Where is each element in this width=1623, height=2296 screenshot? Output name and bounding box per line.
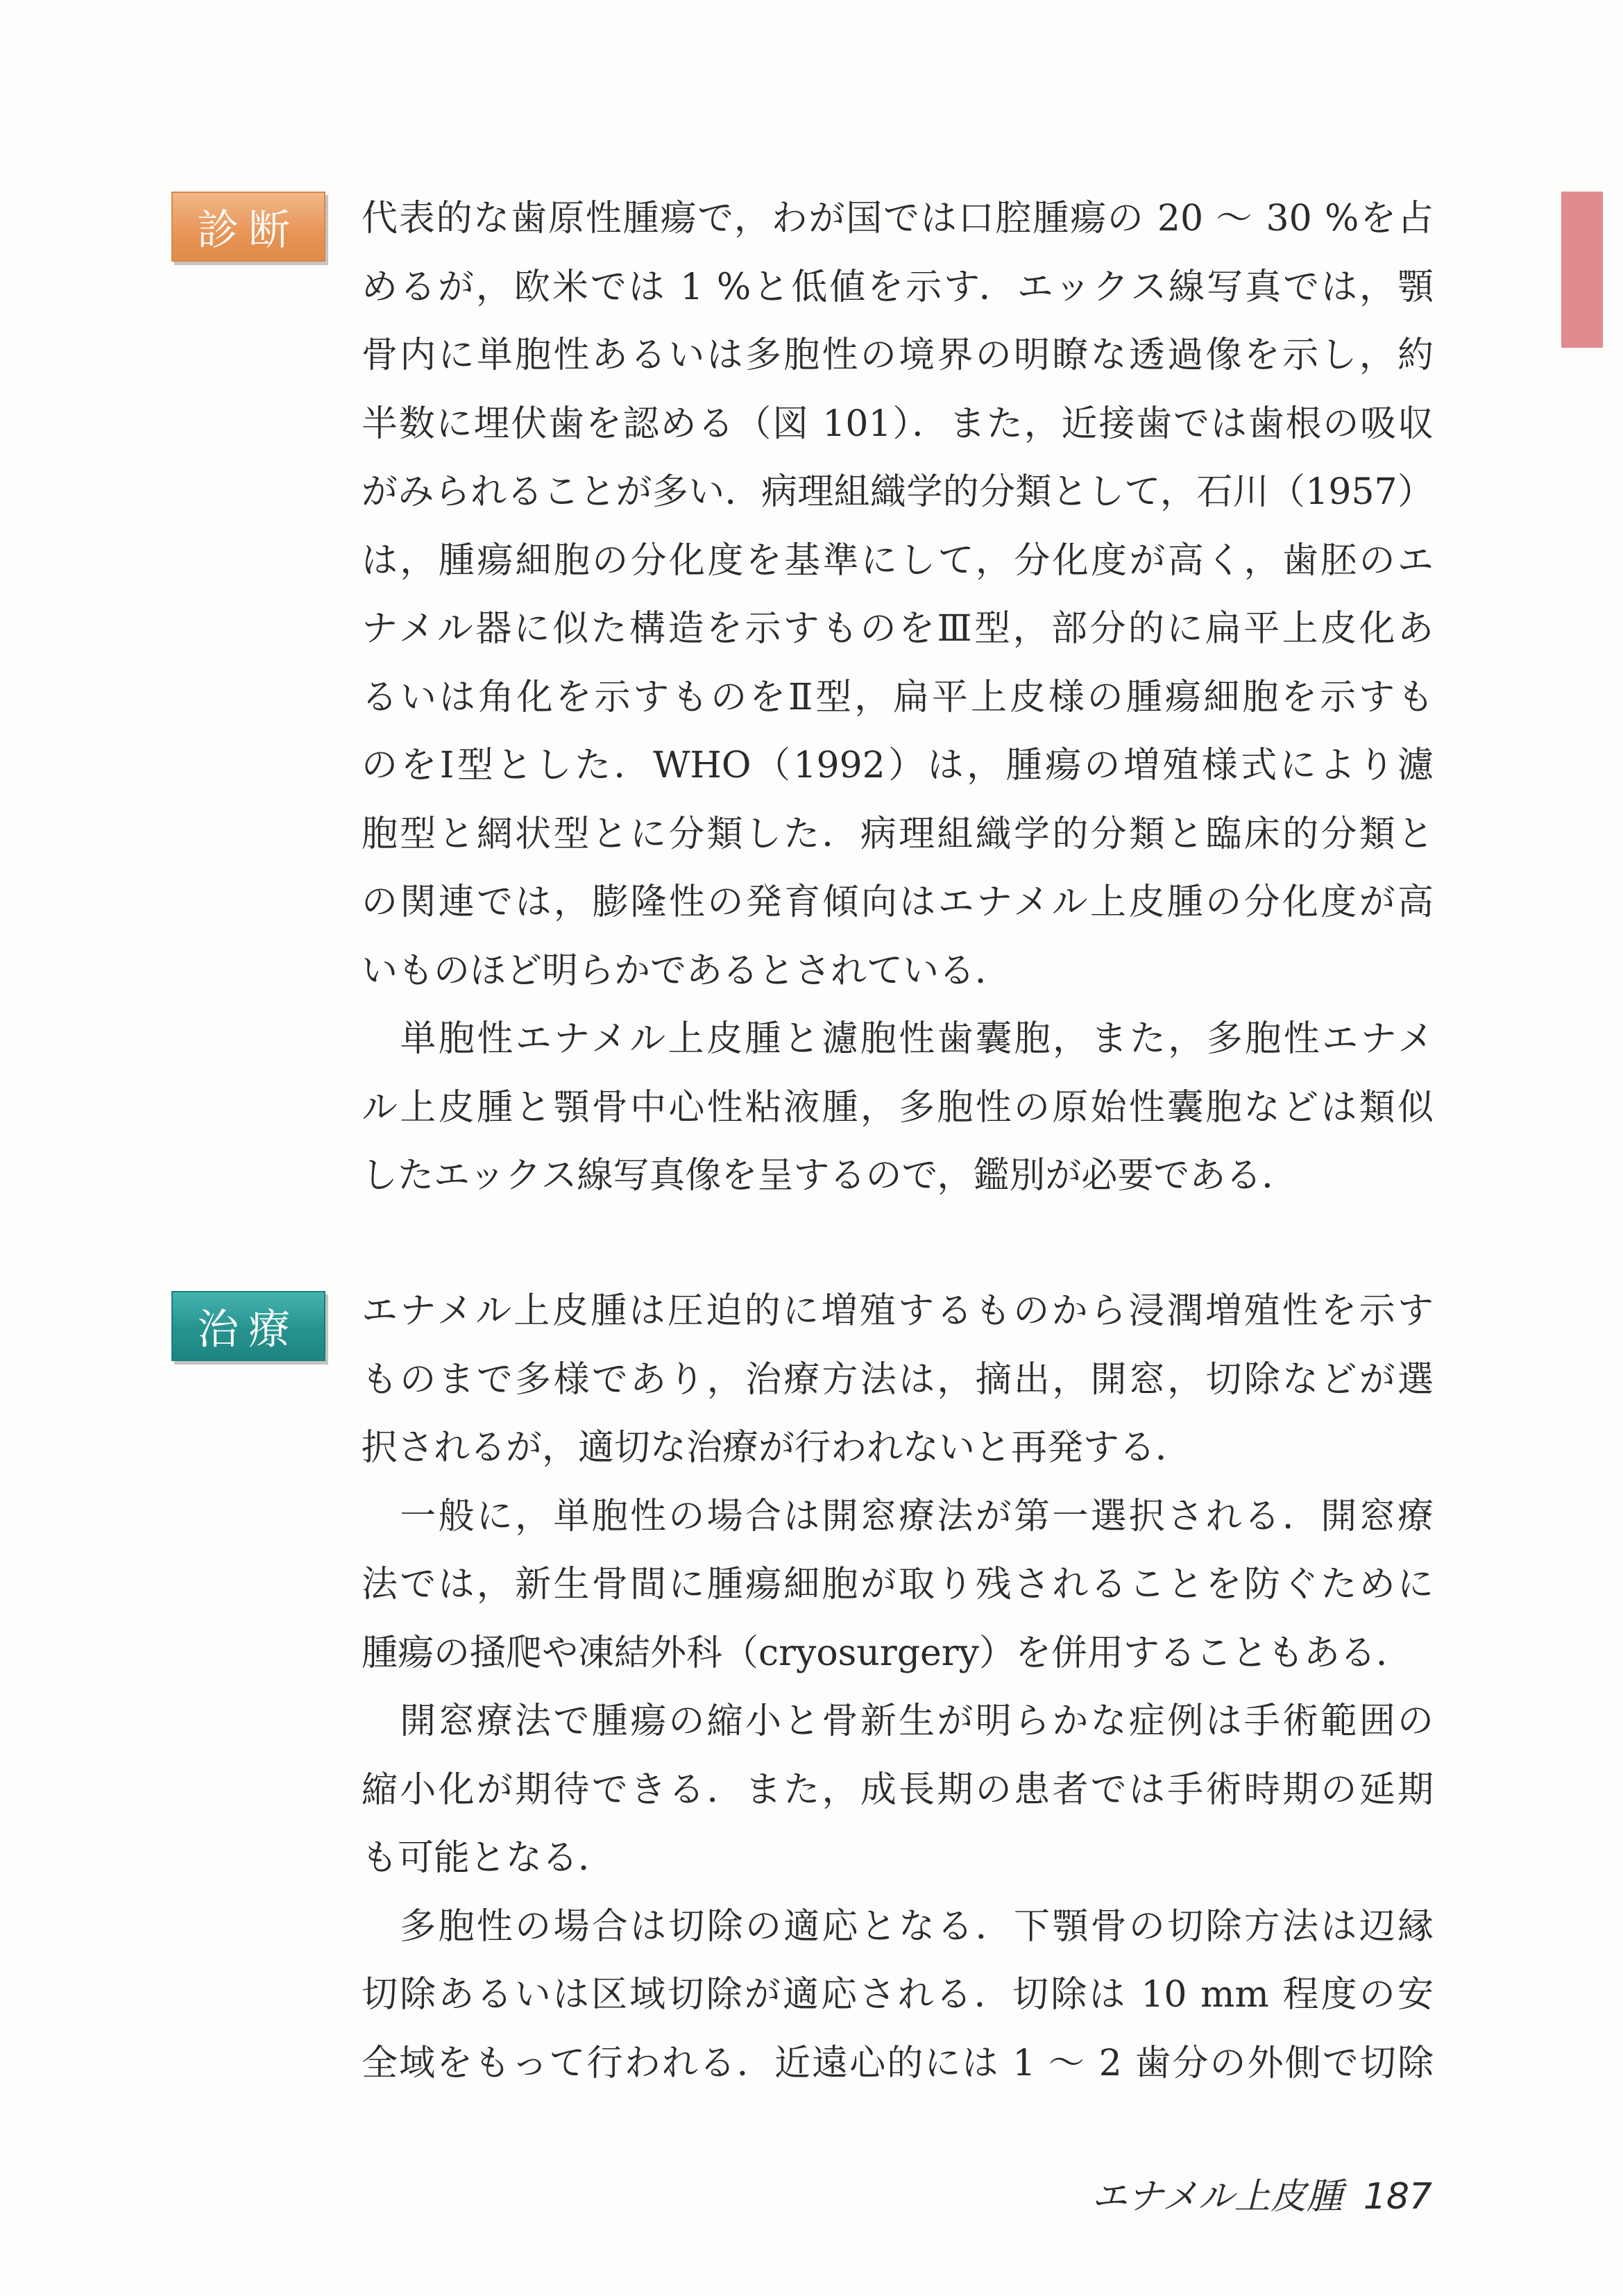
treatment-body <box>362 1277 1434 2097</box>
footer-chapter-title: エナメル上皮腫 <box>1091 2176 1343 2218</box>
diagnosis-line: したエックス線写真像を呈するので，鑑別が必要である． <box>362 1155 1298 1197</box>
treatment-line: エナメル上皮腫は圧迫的に増殖するものから浸潤増殖性を示す <box>362 1290 1434 1332</box>
diagnosis-line: めるが，欧米では 1 %と低値を示す．エックス線写真では，顎 <box>362 266 1434 308</box>
treatment-line: 全域をもって行われる．近遠心的には 1 〜 2 歯分の外側で切除 <box>362 2042 1434 2084</box>
treatment-line: 縮小化が期待できる．また，成長期の患者では手術時期の延期 <box>362 1769 1434 1811</box>
diagnosis-line: は，腫瘍細胞の分化度を基準にして，分化度が高く，歯胚のエ <box>362 539 1434 582</box>
diagnosis-line: いものほど明らかであるとされている． <box>362 949 1012 992</box>
treatment-line: 切除あるいは区域切除が適応される．切除は 10 mm 程度の安 <box>362 1974 1434 2016</box>
treatment-line: 腫瘍の掻爬や凍結外科（cryosurgery）を併用することもある． <box>362 1632 1412 1674</box>
diagnosis-line: 骨内に単胞性あるいは多胞性の境界の明瞭な透過像を示し，約 <box>362 335 1434 376</box>
diagnosis-body <box>362 185 1434 1210</box>
treatment-line: 法では，新生骨間に腫瘍細胞が取り残されることを防ぐために <box>362 1564 1434 1605</box>
page-footer <box>1071 2167 1432 2219</box>
treatment-line: 開窓療法で腫瘍の縮小と骨新生が明らかな症例は手術範囲の <box>362 1700 1434 1742</box>
diagnosis-line: 半数に埋伏歯を認める（図 101）．また，近接歯では歯根の吸収 <box>362 403 1434 445</box>
diagnosis-line: 胞型と網状型とに分類した．病理組織学的分類と臨床的分類と <box>362 813 1434 855</box>
diagnosis-line: がみられることが多い．病理組織学的分類として，石川（1957） <box>362 471 1434 513</box>
diagnosis-line: ナメル器に似た構造を示すものをⅢ型，部分的に扁平上皮化あ <box>362 608 1434 650</box>
treatment-heading-label: 治療 <box>171 1291 325 1361</box>
diagnosis-line: の関連では，膨隆性の発育傾向はエナメル上皮腫の分化度が高 <box>362 881 1434 923</box>
treatment-line: も可能となる． <box>362 1837 615 1879</box>
diagnosis-line: 単胞性エナメル上皮腫と濾胞性歯囊胞，また，多胞性エナメ <box>362 1018 1434 1060</box>
treatment-line: 択されるが，適切な治療が行われないと再発する． <box>362 1427 1192 1469</box>
diagnosis-line: 代表的な歯原性腫瘍で，わが国では口腔腫瘍の 20 〜 30 %を占 <box>362 198 1434 239</box>
diagnosis-heading-label: 診断 <box>171 192 325 262</box>
diagnosis-line: ル上皮腫と顎骨中心性粘液腫，多胞性の原始性囊胞などは類似 <box>362 1086 1434 1129</box>
page-number: 187 <box>1363 2176 1432 2218</box>
chapter-side-tab <box>1561 192 1603 348</box>
diagnosis-line: るいは角化を示すものをⅡ型，扁平上皮様の腫瘍細胞を示すも <box>362 676 1434 718</box>
treatment-line: 多胞性の場合は切除の適応となる．下顎骨の切除方法は辺縁 <box>362 1905 1434 1948</box>
treatment-line: 一般に，単胞性の場合は開窓療法が第一選択される．開窓療 <box>362 1495 1434 1537</box>
treatment-line: ものまで多様であり，治療方法は，摘出，開窓，切除などが選 <box>362 1358 1434 1401</box>
diagnosis-line: のをⅠ型とした．WHO（1992）は，腫瘍の増殖様式により濾 <box>362 745 1434 786</box>
